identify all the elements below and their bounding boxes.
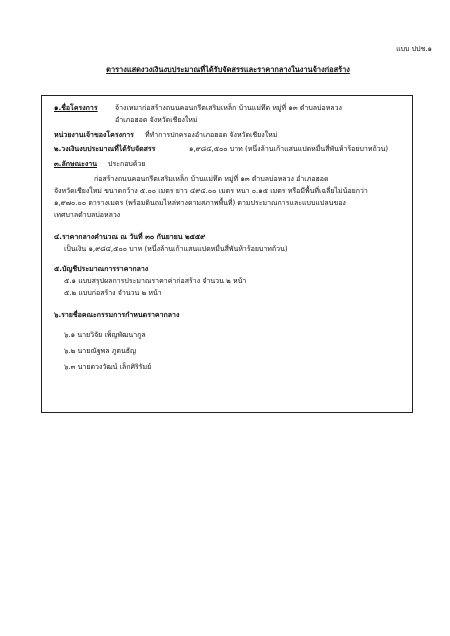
median-price-heading: ๔.ราคากลางคำนวณ ณ วันที่ ๓๐ กันยายน ๒๕๕๙	[54, 233, 206, 241]
estimate-list-item: ๕.๒ แบบก่อสร้าง จำนวน ๒ หน้า	[64, 289, 162, 297]
work-type-sub: ประกอบด้วย	[108, 160, 146, 168]
work-type-line-2: จังหวัดเชียงใหม่ ขนาดกว้าง ๕.๐๐ เมตร ยาว ๔๙๔.๐๐ เมตร หนา ๐.๑๕ เมตร หรือมีพื้นที่เฉลี่ยไม่น้อยกว่า	[54, 187, 368, 195]
project-name-line-2: อำเภอฮอด จังหวัดเชียงใหม่	[115, 116, 198, 124]
project-name-heading: ๑.ชื่อโครงการ	[54, 104, 98, 112]
agency-value: ที่ทำการปกครองอำเภอฮอด จังหวัดเชียงใหม่	[145, 131, 278, 139]
committee-heading: ๖.รายชื่อคณะกรรมการกำหนดราคากลาง	[54, 311, 180, 319]
work-type-heading: ๓.ลักษณะงาน	[54, 160, 97, 168]
committee-member: ๖.๓ นายดวงวัฒน์ เล็กศิริรัมย์	[64, 363, 152, 371]
agency-heading: หน่วยงานเจ้าของโครงการ	[54, 131, 134, 139]
committee-member: ๖.๑ นายวิจัย เพ็ญพัฒนากูล	[64, 331, 146, 339]
committee-member: ๖.๒ นายณัฐพล ภูตนธัญ	[64, 347, 136, 355]
budget-heading: ๒.วงเงินงบประมาณที่ได้รับจัดสรร	[54, 145, 156, 153]
document-title: ตารางแสดงวงเงินงบประมาณที่ได้รับจัดสรรและราคากลางในงานจ้างก่อสร้าง	[106, 65, 350, 74]
project-name-line-1: จ้างเหมาก่อสร้างถนนคอนกรีตเสริมเหล็ก บ้านแม่ทึด หมู่ที่ ๑๓ ตำบลบ่อหลวง	[115, 104, 342, 112]
form-code: แบบ ปปช.๑	[396, 45, 432, 53]
budget-value: ๑,๙๘๔,๕๐๐ บาท (หนึ่งล้านเก้าแสนแปดหมื่นสี่พันห้าร้อยบาทถ้วน)	[189, 145, 389, 153]
median-price-value: เป็นเงิน ๑,๙๘๔,๕๐๐ บาท (หนึ่งล้านเก้าแสนแปดหมื่นสี่พันห้าร้อยบาทถ้วน)	[64, 245, 288, 253]
work-type-line-3: ๑,๙๗๐.๐๐ ตารางเมตร (พร้อมดินถมไหล่ทางตามสภาพพื้นที่) ตามประมาณการและแบบแปลนของ	[54, 199, 346, 207]
work-type-line-4: เทศบาลตำบลบ่อหลวง	[54, 211, 121, 219]
estimate-list-item: ๕.๑ แบบสรุปผลการประมาณราคาค่าก่อสร้าง จำนวน ๒ หน้า	[64, 277, 247, 285]
estimate-list-heading: ๕.บัญชีประมาณการราคากลาง	[54, 265, 149, 273]
work-type-line-1: ก่อสร้างถนนคอนกรีตเสริมเหล็ก บ้านแม่ทึด หมู่ที่ ๑๓ ตำบลบ่อหลวง อำเภอฮอด	[94, 175, 329, 183]
details-box	[41, 95, 413, 413]
